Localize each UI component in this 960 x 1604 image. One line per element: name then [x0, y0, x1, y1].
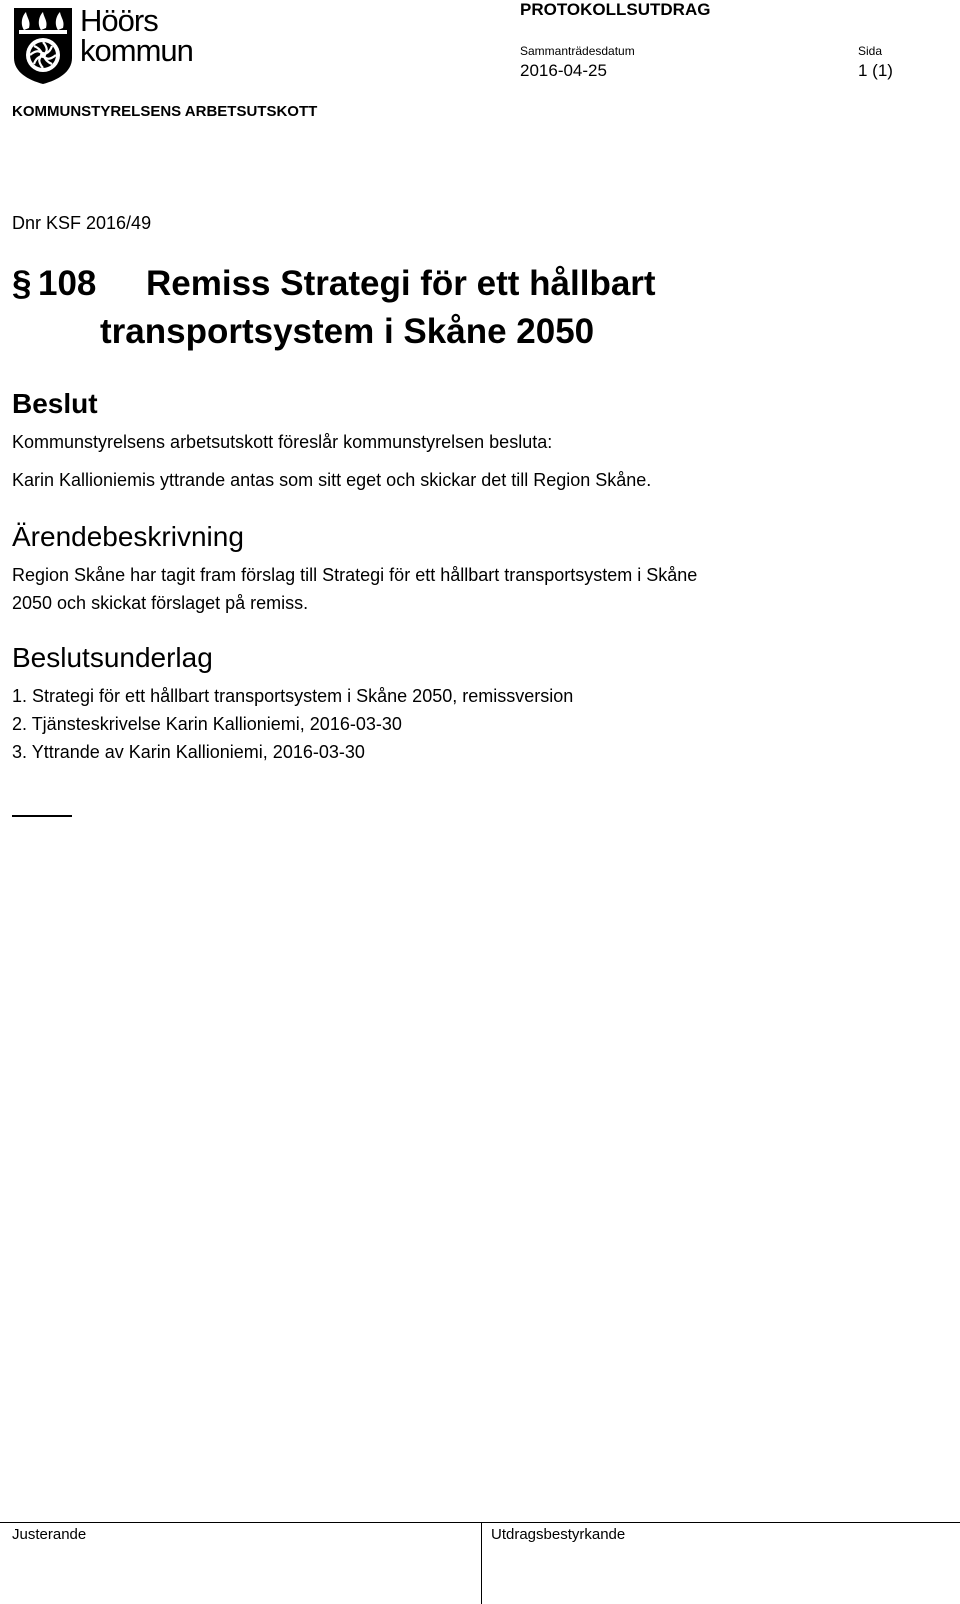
basis-item-2: 2. Tjänsteskrivelse Karin Kallioniemi, 2016-03-30	[12, 714, 402, 734]
description-line1: Region Skåne har tagit fram förslag till Strategi för ett hållbart transportsystem i Skåne	[12, 565, 698, 585]
decision-text: Karin Kallioniemis yttrande antas som sitt eget och skickar det till Region Skåne.	[12, 470, 652, 490]
title-line2: transportsystem i Skåne 2050	[100, 312, 595, 351]
logo-wordmark	[80, 3, 193, 68]
page-label: Sida	[858, 44, 883, 58]
description-heading: Ärendebeskrivning	[12, 521, 244, 552]
committee-name: KOMMUNSTYRELSENS ARBETSUTSKOTT	[12, 103, 318, 120]
footer-utdragsbestyrkande-label: Utdragsbestyrkande	[491, 1526, 626, 1543]
meeting-date-label: Sammanträdesdatum	[520, 44, 635, 58]
meeting-date: 2016-04-25	[520, 61, 607, 80]
logo-text-line1: Höörs	[80, 3, 158, 38]
footer-justerande-label: Justerande	[12, 1526, 87, 1543]
document-type: PROTOKOLLSUTDRAG	[520, 0, 711, 19]
basis-item-1: 1. Strategi för ett hållbart transportsystem i Skåne 2050, remissversion	[12, 686, 574, 706]
page-number: 1 (1)	[858, 61, 893, 80]
decision-intro: Kommunstyrelsens arbetsutskott föreslår kommunstyrelsen besluta:	[12, 432, 553, 452]
footer-column-divider	[481, 1522, 482, 1604]
basis-item-3: 3. Yttrande av Karin Kallioniemi, 2016-03-30	[12, 742, 365, 762]
logo-text-line2: kommun	[80, 33, 193, 68]
municipal-coat-of-arms-icon	[12, 6, 74, 84]
title-line1: Remiss Strategi för ett hållbart	[146, 264, 656, 303]
description-line2: 2050 och skickat förslaget på remiss.	[12, 593, 309, 613]
section-title	[12, 260, 656, 356]
decision-heading: Beslut	[12, 388, 98, 419]
case-number: Dnr KSF 2016/49	[12, 213, 152, 233]
hoors-kommun-logo	[12, 3, 222, 84]
section-symbol: §	[12, 264, 32, 303]
end-divider	[12, 815, 72, 817]
basis-heading: Beslutsunderlag	[12, 642, 213, 673]
footer-rule	[0, 1522, 960, 1523]
section-number: 108	[38, 264, 97, 303]
